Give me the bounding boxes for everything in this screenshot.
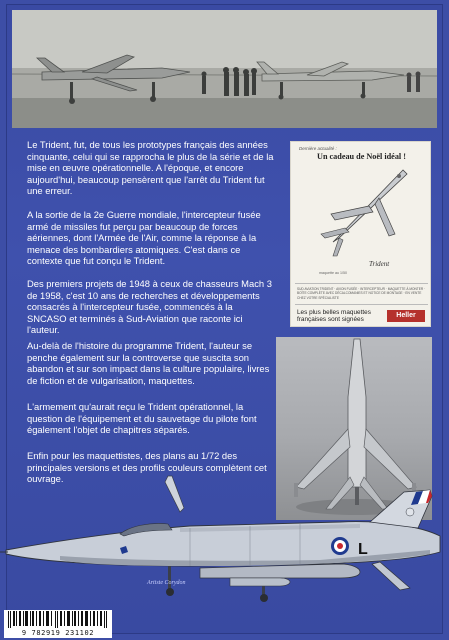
isbn-barcode: [4, 610, 112, 638]
ad-supertitle: Dernière actualité :: [299, 146, 337, 151]
trident-color-profile: [0, 470, 449, 610]
history-paragraph: Des premiers projets de 1948 à ceux de chasseurs Mach 3 de 1958, c'est 10 ans de recherches et développements consacrés à l'intercepteur fusée, commencés à la SNCASO et terminés à Sud-Aviation que raconte ici l'auteur.: [27, 278, 272, 336]
modelers-paragraph: Enfin pour les maquettistes, des plans au 1/72 des principales versions et des profils couleurs complètent cet ouvrage.: [27, 450, 267, 485]
armament-paragraph: L'armement qu'aurait reçu le Trident opérationnel, la question de l'équipement et du sauvetage du pilote font également l'objet de chapitres séparés.: [27, 401, 257, 436]
heller-logo: Heller: [387, 310, 425, 322]
ad-strip-text: SUD AVIATION TRIDENT · AVION FUSÉE · INTERCEPTEUR · MAQUETTE À MONTER · BOÎTE COMPLÈTE AVEC DÉCALCOMANIES ET NOTICE DE MONTAGE · EN VENTE CHEZ VOTRE SPÉCIALISTE: [297, 287, 426, 300]
ad-slogan-line2: françaises sont signées: [297, 316, 364, 324]
heller-advertisement: [290, 141, 431, 327]
intro-paragraph: Le Trident, fut, de tous les prototypes français des années cinquante, celui qui se rapprocha le plus de la série et de la mise en œuvre opérationnelle. A l'époque, et encore aujourd'hui, beaucoup pensèrent que l'arrêt du Trident fut une erreur.: [27, 139, 274, 197]
context-paragraph: A la sortie de la 2e Guerre mondiale, l'intercepteur fusée armé de missiles fut perçu par beaucoup de forces aériennes, dont l'Armée de l'Air, comme la réponse à la menace des bombardiers atomiques. C'est dans ce contexte que fut conçu le Trident.: [27, 209, 261, 267]
tail-code-letter: L: [358, 541, 368, 558]
artist-signature: Artiste Corydon: [147, 580, 186, 586]
ad-slogan-line1: Les plus belles maquettes: [297, 309, 371, 316]
controversy-paragraph: Au-delà de l'histoire du programme Trident, l'auteur se penche également sur la controverse que suscita son abandon et sur son impact dans la culture populaire, livres de fiction et de vulgarisation, maquettes.: [27, 340, 270, 386]
isbn-number: 9 782919 231102: [21, 629, 95, 637]
ad-slogan: [297, 309, 371, 323]
ad-info-strip: [295, 283, 428, 305]
airfield-photo: [12, 10, 437, 128]
barcode-bars: [8, 611, 108, 628]
ad-brand-name: Trident: [369, 260, 390, 268]
ad-headline: Un cadeau de Noël idéal !: [317, 152, 406, 161]
roundel-center: [337, 543, 343, 549]
ad-aircraft-illustration: [311, 164, 411, 260]
ad-tagline: maquette au 1/50: [319, 271, 347, 275]
